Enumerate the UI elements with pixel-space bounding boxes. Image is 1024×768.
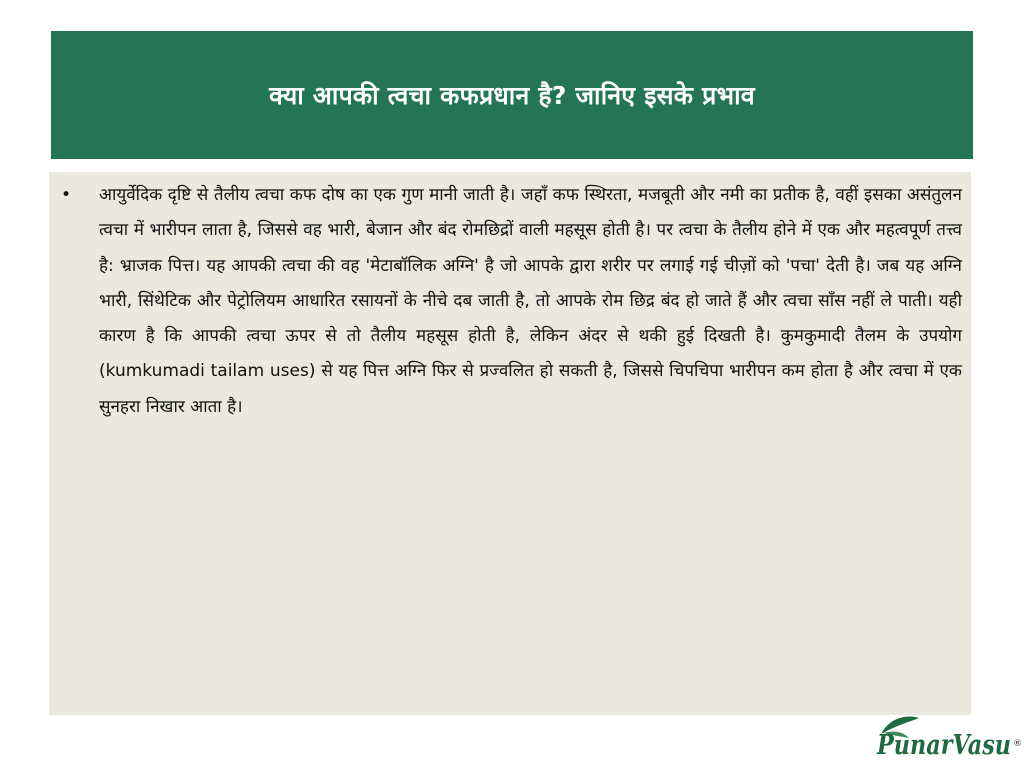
punarvasu-logo bbox=[873, 712, 1021, 762]
content-box bbox=[49, 172, 971, 715]
logo-wordmark: PunarVasu bbox=[876, 730, 1011, 761]
bullet-text: आयुर्वेदिक दृष्टि से तैलीय त्वचा कफ दोष का एक गुण मानी जाती है। जहाँ कफ स्थिरता, मजबूती और नमी का प्रतीक है, वहीं इसका असंतुलन त्वचा में भारीपन लाता है, जिससे वह भारी, बेजान और बंद रोमछिद्रों वाली महसूस होती है। पर त्वचा के तैलीय होने में एक और महत्वपूर्ण तत्त्व है: भ्राजक पित्त। यह आपकी त्वचा की वह 'मेटाबॉलिक अग्नि' है जो आपके द्वारा शरीर पर लगाई गई चीज़ों को 'पचा' देती है। जब यह अग्नि भारी, सिंथेटिक और पेट्रोलियम आधारित रसायनों के नीचे दब जाती है, तो आपके रोम छिद्र बंद हो जाते हैं और त्वचा साँस नहीं ले पाती। यही कारण है कि आपकी त्वचा ऊपर से तो तैलीय महसूस होती है, लेकिन अंदर से थकी हुई दिखती है। कुमकुमादी तैलम के उपयोग (kumkumadi tailam uses) से यह पित्त अग्नि फिर से प्रज्वलित हो सकती है, जिससे चिपचिपा भारीपन कम होता है और त्वचा में एक सुनहरा निखार आता है। bbox=[99, 185, 962, 417]
registered-mark: ® bbox=[1013, 739, 1021, 749]
bullet-item bbox=[59, 178, 962, 425]
bullet-dot-icon: • bbox=[61, 185, 72, 205]
title-bar bbox=[51, 31, 973, 159]
slide-title: क्या आपकी त्वचा कफप्रधान है? जानिए इसके प्रभाव bbox=[269, 81, 755, 110]
